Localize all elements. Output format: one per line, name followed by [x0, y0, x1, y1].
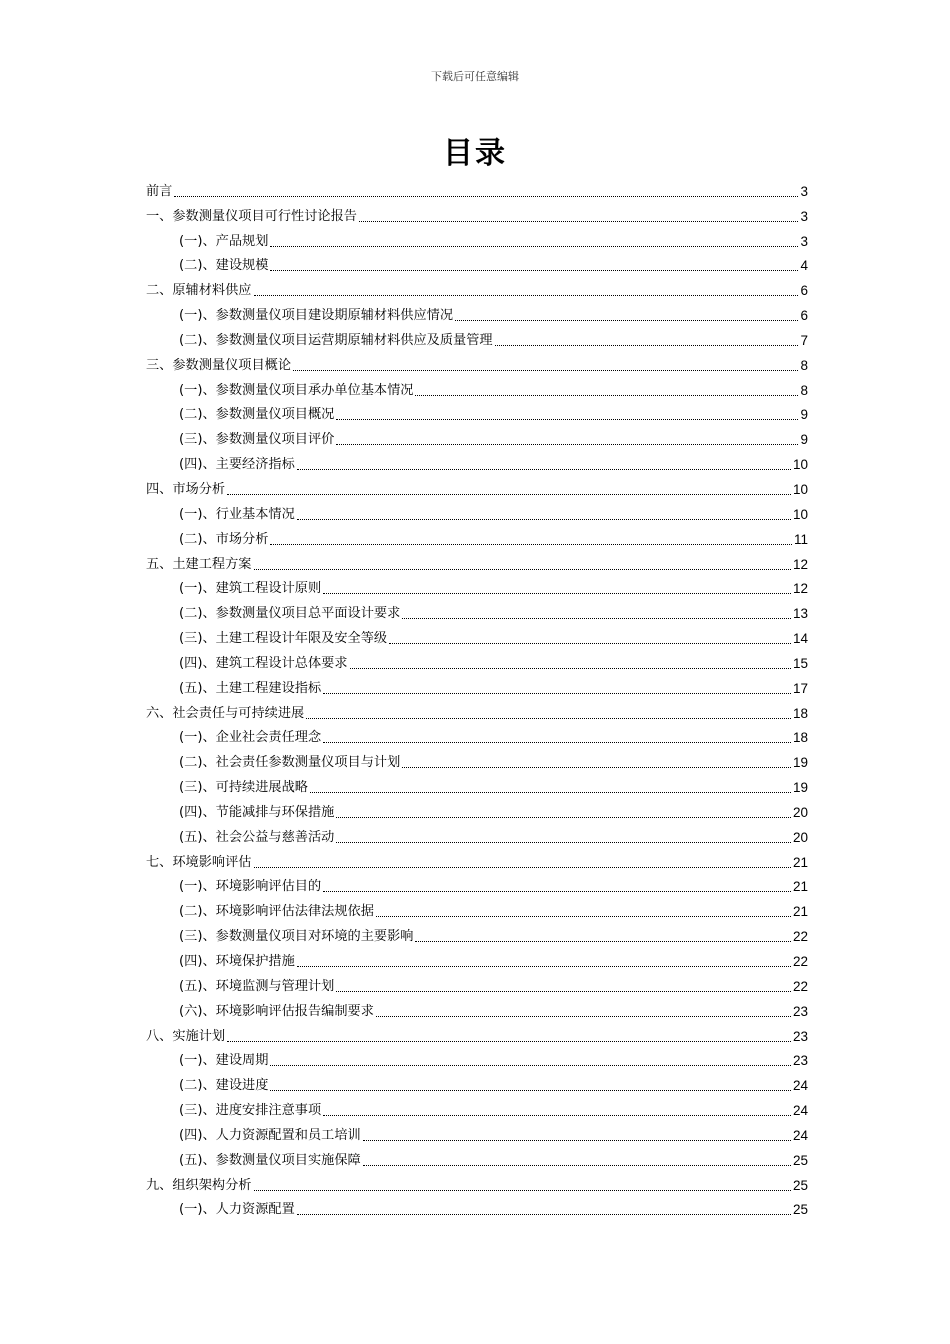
toc-entry[interactable] [146, 747, 808, 772]
toc-dot-leader [389, 643, 791, 644]
toc-page-number: 24 [792, 1103, 808, 1119]
toc-entry[interactable] [146, 1095, 808, 1120]
toc-entry[interactable] [146, 400, 808, 425]
toc-entry[interactable] [146, 251, 808, 276]
toc-dot-leader [495, 345, 799, 346]
toc-dot-leader [323, 1115, 791, 1116]
toc-dot-leader [336, 444, 798, 445]
toc-entry[interactable] [146, 499, 808, 524]
toc-entry[interactable] [146, 1195, 808, 1220]
toc-entry-title: (一)、人力资源配置 [179, 1202, 295, 1218]
toc-entry[interactable] [146, 1120, 808, 1145]
toc-entry[interactable] [146, 524, 808, 549]
toc-page-number: 6 [800, 283, 808, 299]
toc-page-number: 10 [792, 481, 808, 497]
toc-page-number: 10 [792, 457, 808, 473]
toc-entry-title: (一)、产品规划 [179, 233, 269, 249]
toc-entry-title: (四)、环境保护措施 [179, 954, 295, 969]
toc-page-number: 3 [800, 183, 808, 199]
toc-dot-leader [376, 916, 791, 917]
page-title: 目录 [443, 136, 507, 171]
toc-entry[interactable] [146, 673, 808, 698]
toc-dot-leader [227, 1041, 791, 1042]
toc-entry-title: (三)、土建工程设计年限及安全等级 [179, 631, 388, 647]
toc-entry[interactable] [146, 797, 808, 822]
toc-entry-title: (一)、环境影响评估目的 [179, 879, 322, 895]
toc-entry[interactable] [146, 201, 808, 226]
toc-page-number: 22 [792, 954, 808, 969]
toc-entry[interactable] [146, 1070, 808, 1095]
toc-page-number: 19 [792, 780, 808, 796]
toc-page-number: 9 [800, 432, 808, 448]
toc-entry[interactable] [146, 872, 808, 897]
toc-dot-leader [297, 966, 791, 967]
toc-entry-title: (四)、人力资源配置和员工培训 [179, 1127, 361, 1143]
toc-entry[interactable] [146, 1170, 808, 1195]
toc-dot-leader [270, 1065, 791, 1066]
toc-dot-leader [310, 792, 791, 793]
toc-entry-title: (三)、参数测量仪项目评价 [179, 432, 335, 448]
toc-page-number: 23 [792, 1053, 808, 1069]
toc-dot-leader [363, 1165, 791, 1166]
toc-page-number: 19 [792, 755, 808, 771]
toc-entry-title: (三)、进度安排注意事项 [179, 1103, 322, 1119]
toc-page-number: 22 [792, 929, 808, 945]
toc-entry-title: (四)、建筑工程设计总体要求 [179, 655, 348, 671]
toc-dot-leader [323, 593, 791, 594]
toc-entry[interactable] [146, 375, 808, 400]
toc-page-number: 14 [792, 631, 808, 647]
toc-page-number: 17 [792, 680, 808, 696]
toc-entry-title: (二)、建设规模 [179, 258, 269, 274]
toc-dot-leader [336, 817, 791, 818]
toc-entry[interactable] [146, 1046, 808, 1071]
toc-dot-leader [402, 618, 791, 619]
toc-page-number: 22 [792, 978, 808, 994]
toc-entry[interactable] [146, 424, 808, 449]
toc-dot-leader [254, 1190, 791, 1191]
toc-page-number: 23 [792, 1028, 808, 1044]
toc-entry[interactable] [146, 449, 808, 474]
toc-entry[interactable] [146, 772, 808, 797]
toc-dot-leader [359, 221, 798, 222]
toc-entry[interactable] [146, 350, 808, 375]
toc-entry-title: (一)、企业社会责任理念 [179, 730, 322, 746]
toc-dot-leader [297, 1214, 791, 1215]
toc-page-number: 9 [800, 407, 808, 423]
toc-entry[interactable] [146, 598, 808, 623]
toc-page-number: 8 [800, 382, 808, 398]
toc-entry-title: 九、组织架构分析 [146, 1177, 252, 1193]
toc-entry[interactable] [146, 946, 808, 971]
toc-page-number: 3 [800, 208, 808, 224]
toc-page-number: 24 [792, 1078, 808, 1094]
toc-dot-leader [336, 842, 791, 843]
toc-page-number: 24 [792, 1127, 808, 1143]
toc-dot-leader [254, 569, 791, 570]
toc-entry[interactable] [146, 1021, 808, 1046]
toc-entry[interactable] [146, 474, 808, 499]
toc-entry-title: (五)、参数测量仪项目实施保障 [179, 1152, 361, 1168]
toc-entry-title: (二)、环境影响评估法律法规依据 [179, 904, 374, 920]
toc-entry[interactable] [146, 648, 808, 673]
toc-dot-leader [306, 718, 791, 719]
toc-entry-title: (一)、参数测量仪项目建设期原辅材料供应情况 [179, 308, 454, 324]
toc-entry-title: (一)、行业基本情况 [179, 506, 295, 522]
toc-entry-title: 八、实施计划 [146, 1028, 226, 1044]
toc-dot-leader [270, 246, 798, 247]
toc-dot-leader [415, 941, 790, 942]
toc-entry-title: 六、社会责任与可持续进展 [146, 705, 305, 721]
toc-entry-title: 五、土建工程方案 [146, 556, 252, 572]
header-note: 下载后可任意编辑 [431, 70, 519, 83]
toc-entry[interactable] [146, 723, 808, 748]
toc-page-number: 13 [792, 606, 808, 622]
toc-entry[interactable] [146, 574, 808, 599]
toc-entry-title: (四)、主要经济指标 [179, 457, 295, 473]
toc-page-number: 21 [792, 879, 808, 895]
toc-page-number: 11 [793, 531, 808, 547]
toc-entry[interactable] [146, 896, 808, 921]
toc-entry[interactable] [146, 1145, 808, 1170]
toc-entry[interactable] [146, 176, 808, 201]
toc-page-number: 7 [800, 332, 808, 348]
toc-entry-title: (六)、环境影响评估报告编制要求 [179, 1003, 374, 1019]
toc-dot-leader [227, 494, 791, 495]
toc-dot-leader [174, 196, 798, 197]
toc-entry[interactable] [146, 847, 808, 872]
toc-dot-leader [415, 395, 798, 396]
toc-entry-title: (一)、建筑工程设计原则 [179, 581, 322, 597]
toc-dot-leader [293, 370, 798, 371]
toc-entry[interactable] [146, 698, 808, 723]
toc-page-number: 12 [792, 581, 808, 597]
toc-entry-title: 三、参数测量仪项目概论 [146, 357, 292, 373]
toc-dot-leader [376, 1016, 791, 1017]
toc-entry-title: (三)、参数测量仪项目对环境的主要影响 [179, 929, 414, 945]
toc-entry[interactable] [146, 971, 808, 996]
toc-entry[interactable] [146, 623, 808, 648]
toc-entry-title: (四)、节能减排与环保措施 [179, 804, 335, 820]
toc-entry-title: 前言 [146, 183, 173, 199]
toc-page-number: 3 [800, 233, 808, 249]
toc-entry[interactable] [146, 226, 808, 251]
toc-entry-title: (五)、土建工程建设指标 [179, 680, 322, 696]
toc-entry[interactable] [146, 921, 808, 946]
toc-page-number: 12 [792, 556, 808, 572]
toc-dot-leader [336, 991, 791, 992]
toc-page-number: 23 [792, 1003, 808, 1019]
toc-entry-title: (二)、社会责任参数测量仪项目与计划 [179, 755, 401, 771]
toc-dot-leader [323, 742, 791, 743]
toc-dot-leader [363, 1140, 791, 1141]
toc-dot-leader [350, 668, 791, 669]
toc-entry[interactable] [146, 275, 808, 300]
toc-entry-title: (五)、环境监测与管理计划 [179, 978, 335, 994]
toc-entry[interactable] [146, 822, 808, 847]
toc-page-number: 6 [800, 308, 808, 324]
toc-entry-title: (二)、建设进度 [179, 1078, 269, 1094]
toc-dot-leader [402, 767, 791, 768]
toc-page-number: 20 [792, 829, 808, 845]
toc-entry-title: (一)、参数测量仪项目承办单位基本情况 [179, 382, 414, 398]
toc-page-number: 25 [792, 1177, 808, 1193]
toc-dot-leader [270, 1090, 791, 1091]
toc-entry[interactable] [146, 996, 808, 1021]
toc-entry[interactable] [146, 325, 808, 350]
toc-dot-leader [336, 419, 798, 420]
toc-page-number: 25 [792, 1202, 808, 1218]
toc-page-number: 10 [792, 506, 808, 522]
toc-dot-leader [297, 519, 791, 520]
toc-entry-title: (二)、参数测量仪项目运营期原辅材料供应及质量管理 [179, 332, 493, 348]
toc-dot-leader [323, 891, 791, 892]
toc-entry-title: 二、原辅材料供应 [146, 283, 252, 299]
toc-dot-leader [270, 544, 792, 545]
toc-dot-leader [297, 469, 791, 470]
toc-dot-leader [270, 270, 798, 271]
toc-entry-title: (一)、建设周期 [179, 1053, 269, 1069]
toc-entry-title: (五)、社会公益与慈善活动 [179, 829, 335, 845]
toc-page-number: 4 [800, 258, 808, 274]
toc-dot-leader [254, 867, 791, 868]
toc-page-number: 21 [792, 854, 808, 870]
table-of-contents [146, 176, 808, 1219]
toc-dot-leader [455, 320, 798, 321]
toc-page-number: 8 [800, 357, 808, 373]
toc-page-number: 15 [792, 655, 808, 671]
toc-page-number: 18 [792, 730, 808, 746]
toc-entry-title: (二)、参数测量仪项目概况 [179, 407, 335, 423]
toc-dot-leader [323, 693, 791, 694]
toc-entry[interactable] [146, 549, 808, 574]
toc-entry-title: 四、市场分析 [146, 481, 226, 497]
toc-entry-title: (三)、可持续进展战略 [179, 780, 308, 796]
toc-entry-title: 一、参数测量仪项目可行性讨论报告 [146, 208, 357, 224]
toc-page-number: 21 [792, 904, 808, 920]
toc-page-number: 18 [792, 705, 808, 721]
toc-entry-title: (二)、参数测量仪项目总平面设计要求 [179, 606, 401, 622]
toc-entry[interactable] [146, 300, 808, 325]
toc-entry-title: 七、环境影响评估 [146, 854, 252, 870]
toc-page-number: 20 [792, 804, 808, 820]
toc-dot-leader [254, 295, 799, 296]
toc-page-number: 25 [792, 1152, 808, 1168]
toc-entry-title: (二)、市场分析 [179, 531, 269, 547]
